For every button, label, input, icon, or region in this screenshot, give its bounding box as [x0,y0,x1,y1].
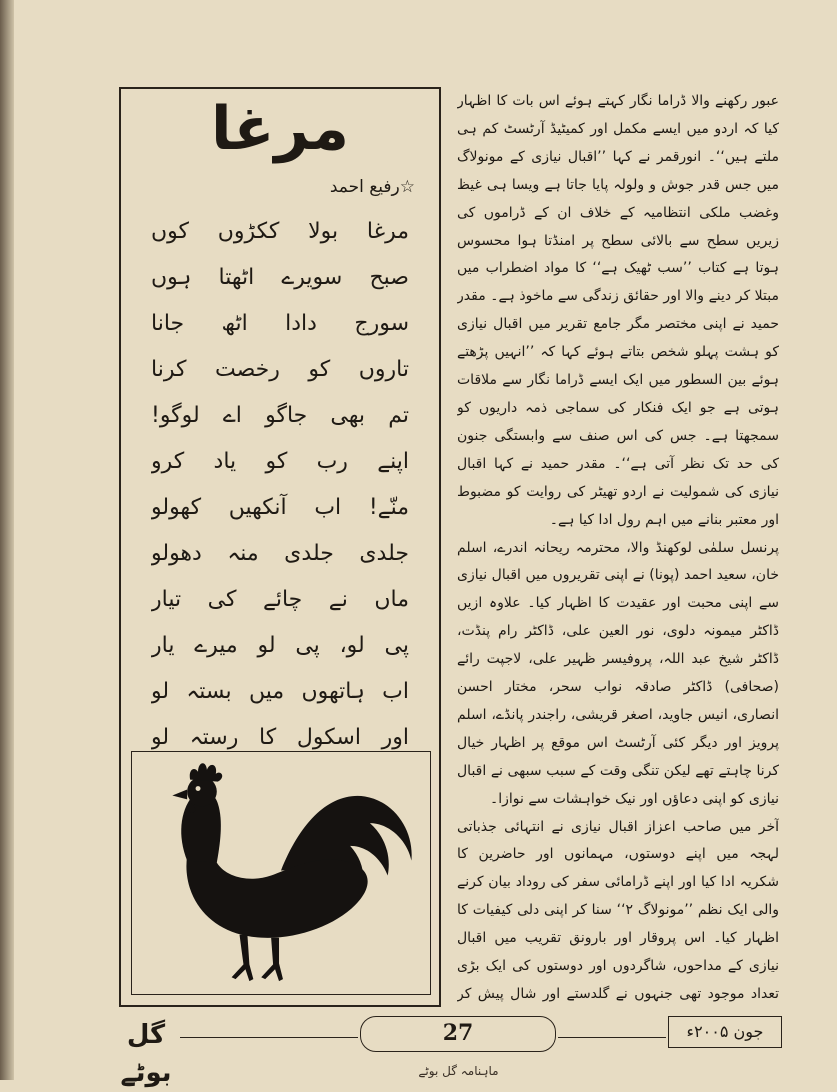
magazine-logo: گل بوٹے [120,1020,172,1088]
poem-line: پی لو، پی لو میرے یار [151,633,409,658]
issue-date: جون ۲۰۰۵ء [668,1016,782,1048]
paragraph: عبور رکھنے والا ڈراما نگار کہتے ہوئے اس بات کا اظہار کیا کہ اردو میں ایسے مکمل اور کمیٹیڈ آرٹسٹ کم ہی ملتے ہیں‘‘۔ انورقمر نے کہا ’’اقبال نیازی کے مونولاگ میں جس قدر جوش و ولولہ پایا جاتا ہے ویسا ہی غیظ وغضب ملکی انتظامیہ کے خلاف ان کے ڈراموں کی زیریں سطح سے بالائی سطح پر امنڈتا ہوا محسوس ہوتا ہے کتاب ’’سب ٹھیک ہے‘‘ کا مواد اضطراب میں مبتلا کر دینے والا اور حقائق زندگی سے ماخوذ ہے۔ مقدر حمید نے اپنی مختصر مگر جامع تقریر میں اقبال نیازی کو ہشت پہلو شخص بتاتے ہوئے کہا کہ ’’انہیں پڑھتے ہوئے بین السطور میں ایک ایسے ڈراما نگار سے ملاقات ہوتی ہے جو ایک فنکار کی سماجی ذمہ داریوں کو سمجھتا ہے۔ جس کی اس صنف سے وابستگی جنون کی حد تک نظر آتی ہے‘‘۔ مقدر حمید نے کہا اقبال نیازی کی شمولیت نے اردو تھیٹر کی روایت کو مضبوط اور معتبر بنانے میں اہم رول ادا کیا ہے۔ [457,93,779,528]
poem-box [119,87,441,1007]
poem-line: مرغا بولا ککڑوں کوں [151,219,409,244]
poem-title: مرغا [211,94,349,164]
footer-cut-text: ماہنامہ گل بوٹے [418,1064,499,1078]
poem-line: ماں نے چائے کی تیار [151,587,409,612]
illustration-frame [131,751,431,995]
poem-line: اور اسکول کا رستہ لو [151,725,409,750]
footer-divider [558,1037,666,1038]
poem-line: سورج دادا اٹھ جانا [151,311,409,336]
rooster-silhouette-icon [132,752,430,994]
paragraph: آخر میں صاحب اعزاز اقبال نیازی نے انتہائی جذباتی لہجہ میں اپنے دوستوں، مہمانوں اور حاضرین کا شکریہ ادا کیا اور اپنے ڈرامائی سفر کی روداد بیان کرنے والی ایک نظم ’’مونولاگ ۲‘‘ سنا کر اپنی دلی کیفیات کا اظہار کیا۔ اس پروقار اور بارونق تقریب میں اقبال نیازی کے مداحوں، شاگردوں اور دوستوں کی ایک بڑی تعداد موجود تھی جنہوں نے گلدستے اور شال پیش کر [457,818,779,1002]
poem-line: صبح سویرے اٹھتا ہوں [151,265,409,290]
article-text [457,88,779,1010]
footer-divider [180,1037,358,1038]
poem-lines [151,209,409,761]
poem-line: منّے! اب آنکھیں کھولو [151,495,409,520]
poem-line: اپنے رب کو یاد کرو [151,449,409,474]
page-number: 27 [360,1016,556,1052]
paragraph: پرنسل سلمٰی لوکھنڈ والا، محترمہ ریحانہ اندرے، اسلم خان، سعید احمد (پونا) نے اپنی تقریروں میں اقبال نیازی سے اپنی محبت اور عقیدت کا اظہار کیا۔ علاوہ ازیں ڈاکٹر میمونہ دلوی، نور العین علی، ڈاکٹر رام پنڈت، ڈاکٹر شیخ عبد اللہ، پروفیسر ظہیر علی، لاجپت رائے (صحافی) ڈاکٹر صادقہ نواب سحر، مختار احسن انصاری، انیس جاوید، اصغر قریشی، راجندر پانڈے، اسلم پرویز اور دیگر کئی آرٹسٹ اس موقع پر اظہار خیال کرنا چاہتے تھے لیکن تنگی وقت کے سبب سبھی نے اقبال نیازی کو اپنی دعاؤں اور نیک خواہشات سے نوازا۔ [457,539,779,807]
poem-author: ☆رفیع احمد [329,177,415,197]
poem-line: جلدی جلدی منہ دھولو [151,541,409,566]
poem-line: اب ہاتھوں میں بستہ لو [151,679,409,704]
page-edge-shadow [0,0,14,1080]
poem-line: تم بھی جاگو اے لوگو! [151,403,409,428]
poem-line: تاروں کو رخصت کرنا [151,357,409,382]
